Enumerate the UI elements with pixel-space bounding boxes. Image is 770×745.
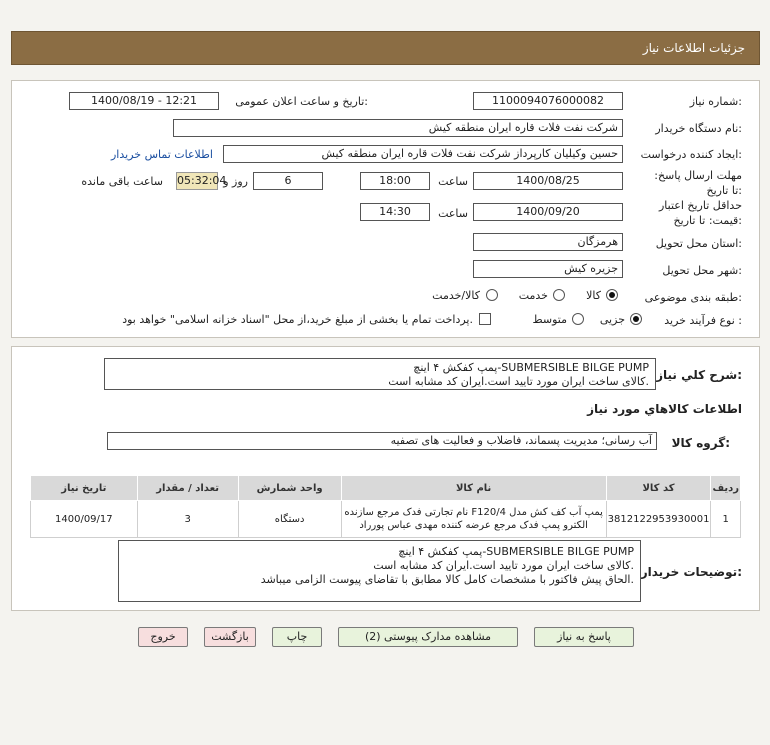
process-radio-minor[interactable] [630, 313, 642, 325]
announce-label: تاریخ و ساعت اعلان عمومی: [235, 95, 368, 108]
notes-line-2: کالای ساخت ایران مورد تایید است.ایران کد مشابه است. [373, 559, 634, 572]
treasury-note: پرداخت تمام یا بخشی از مبلغ خرید،از محل "اسناد خزانه اسلامی" خواهد بود. [122, 313, 473, 326]
page-title: جزئیات اطلاعات نیاز [642, 41, 745, 55]
process-option-medium: متوسط [532, 313, 567, 326]
category-option-goods: کالا [586, 289, 601, 302]
summary-line-1: پمپ کفکش ۴ اینچ-SUBMERSIBLE BILGE PUMP [413, 361, 649, 374]
remaining-label: ساعت باقی مانده [81, 175, 163, 188]
goods-group-label: گروه کالا: [671, 436, 730, 450]
cell-name [341, 501, 606, 538]
deadline-label: مهلت ارسال پاسخ: تا تاریخ: [654, 169, 742, 197]
validity-date-field[interactable]: 1400/09/20 [473, 203, 623, 221]
process-option-minor: جزیی [599, 313, 625, 326]
summary-label: شرح کلي نياز: [656, 368, 742, 382]
need-number-field[interactable]: 1100094076000082 [473, 92, 623, 110]
requester-label: ایجاد کننده درخواست: [640, 148, 742, 161]
announce-field[interactable]: 1400/08/19 - 12:21 [69, 92, 219, 110]
col-unit: واحد شمارش [238, 476, 341, 501]
notes-label: توضیحات خریدار: [640, 565, 742, 579]
category-option-goods-service: کالا/خدمت [432, 289, 480, 302]
col-date: تاریخ نیاز [31, 476, 138, 501]
days-label: روز و [223, 175, 248, 188]
notes-box [118, 540, 641, 602]
validity-time-label: ساعت [438, 207, 468, 220]
view-attachments-button[interactable]: مشاهده مدارک پیوستی (2) [338, 627, 518, 647]
validity-label: حداقل تاریخ اعتبار قیمت: تا تاریخ: [658, 199, 742, 227]
buyer-label: نام دستگاه خریدار: [655, 122, 742, 135]
cell-unit: دستگاه [238, 501, 341, 538]
buyer-field[interactable]: شرکت نفت فلات قاره ایران منطقه کیش [173, 119, 623, 137]
deadline-time-field[interactable]: 18:00 [360, 172, 430, 190]
table-row[interactable] [31, 501, 741, 538]
goods-group-field[interactable]: آب رسانی؛ مدیریت پسماند، فاضلاب و فعالیت های تصفیه [107, 432, 657, 450]
cell-index: 1 [711, 501, 741, 538]
category-label: طبقه بندی موضوعی: [644, 291, 742, 304]
goods-table [30, 475, 741, 538]
city-label: شهر محل تحویل: [662, 264, 742, 277]
goods-table-header [31, 476, 741, 501]
notes-line-1: پمپ کفکش ۴ اینچ-SUBMERSIBLE BILGE PUMP [398, 545, 634, 558]
city-field[interactable]: جزیره کیش [473, 260, 623, 278]
deadline-date-field[interactable]: 1400/08/25 [473, 172, 623, 190]
exit-button[interactable]: خروج [138, 627, 188, 647]
cell-date: 1400/09/17 [31, 501, 138, 538]
back-button[interactable]: بازگشت [204, 627, 256, 647]
deadline-time-label: ساعت [438, 175, 468, 188]
col-qty: تعداد / مقدار [137, 476, 238, 501]
cell-name-line-2: الکترو پمپ فدک مرجع عرضه کننده مهدی عباس پورراد [359, 520, 588, 531]
category-radio-goods[interactable] [606, 289, 618, 301]
requester-field[interactable]: حسین وکیلیان کارپرداز شرکت نفت فلات قاره ایران منطقه کیش [223, 145, 623, 163]
process-radio-medium[interactable] [572, 313, 584, 325]
province-field[interactable]: هرمزگان [473, 233, 623, 251]
validity-time-field[interactable]: 14:30 [360, 203, 430, 221]
category-radio-service[interactable] [553, 289, 565, 301]
category-option-service: خدمت [518, 289, 548, 302]
page-header [11, 31, 760, 65]
province-label: استان محل تحویل: [655, 237, 742, 250]
buyer-contact-link[interactable]: اطلاعات تماس خریدار [111, 148, 213, 161]
cell-name-line-1: پمپ آب کف کش مدل F120/4 نام تجارتی فدک مرجع سازنده [344, 507, 603, 518]
need-number-label: شماره نیاز: [689, 95, 742, 108]
process-label: نوع فرآیند خرید : [664, 314, 742, 327]
treasury-checkbox[interactable] [479, 313, 491, 325]
notes-line-3: الحاق پیش فاکتور با مشخصات کامل کالا مطابق با تقاضای پیوست الزامی میباشد. [260, 573, 634, 586]
col-index: ردیف [711, 476, 741, 501]
summary-line-2: کالای ساخت ایران مورد تایید است.ایران کد مشابه است. [388, 375, 649, 388]
summary-box [104, 358, 656, 390]
days-field[interactable]: 6 [253, 172, 323, 190]
cell-code: 3812122953930001 [606, 501, 711, 538]
remaining-time-field: 05:32:04 [176, 172, 218, 190]
col-name: نام کالا [341, 476, 606, 501]
goods-section-title: اطلاعات کالاهاي مورد نياز [587, 402, 742, 416]
category-radio-goods-service[interactable] [486, 289, 498, 301]
col-code: کد کالا [606, 476, 711, 501]
cell-qty: 3 [137, 501, 238, 538]
print-button[interactable]: چاپ [272, 627, 322, 647]
reply-button[interactable]: پاسخ به نیاز [534, 627, 634, 647]
